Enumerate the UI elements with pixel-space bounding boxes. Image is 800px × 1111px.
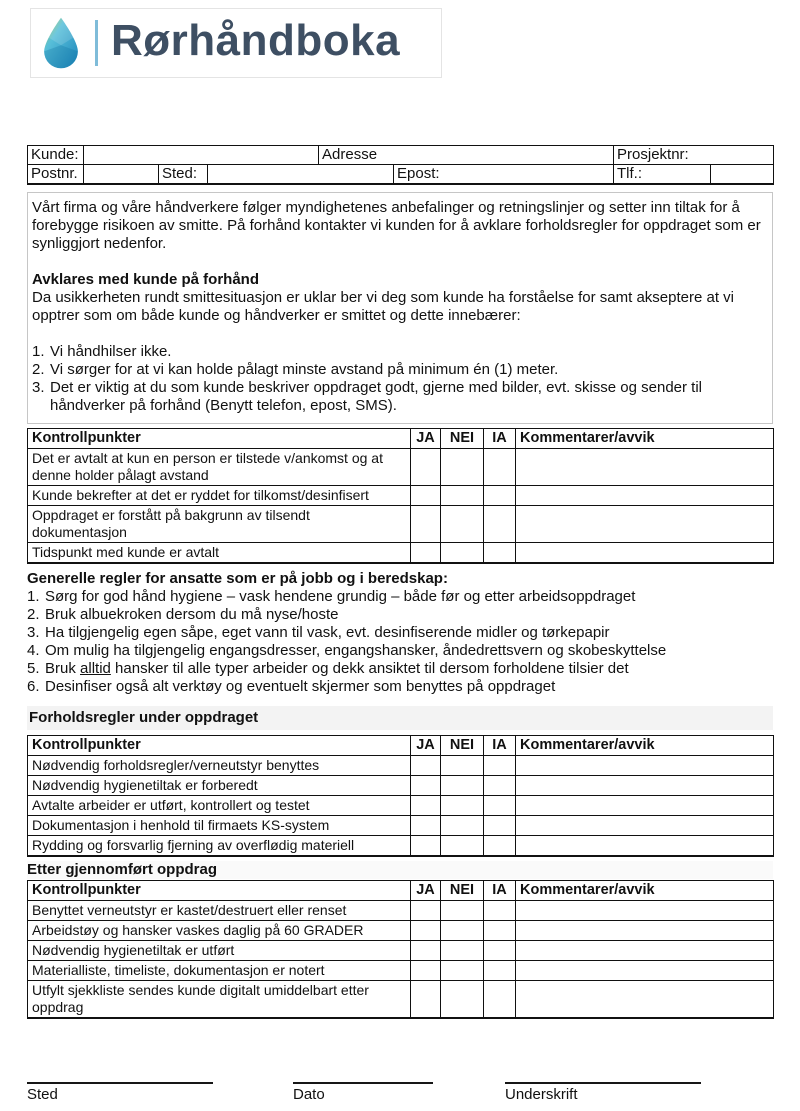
table-row xyxy=(28,816,774,836)
nei-cell[interactable] xyxy=(441,543,484,564)
avklares-item: 1. Vi håndhilser ikke. xyxy=(32,343,172,360)
ia-cell[interactable] xyxy=(484,836,516,857)
intro-paragraph: Vårt firma og våre håndverkere følger myndighetenes anbefalinger og retningslinjer og setter inn tiltak for å forebygge risikoen av smitte. På forhånd kontakter vi kunden for å avklare forholdsregler for oppdraget som er synliggjort nedenfor. xyxy=(32,199,761,252)
ja-cell[interactable] xyxy=(411,796,441,816)
signature-line[interactable] xyxy=(505,1082,701,1084)
nei-header: NEI xyxy=(441,736,484,756)
ia-cell[interactable] xyxy=(484,506,516,543)
table-row xyxy=(28,776,774,796)
sted-label: Sted: xyxy=(159,165,208,185)
generelle-item: 2. Bruk albuekroken dersom du må nyse/hoste xyxy=(27,606,339,623)
ja-cell[interactable] xyxy=(411,981,441,1019)
logo-box xyxy=(30,8,442,78)
dato-signature-label: Dato xyxy=(293,1086,325,1103)
signature-block-underskrift xyxy=(505,1082,701,1104)
kontrollpunkt-label: Benyttet verneutstyr er kastet/destruert eller renset xyxy=(28,901,411,921)
generelle-section xyxy=(27,570,773,696)
customer-info-table xyxy=(27,145,774,185)
kommentar-cell[interactable] xyxy=(516,506,774,543)
kontrollpunkt-label: Materialliste, timeliste, dokumentasjon er notert xyxy=(28,961,411,981)
kontrollpunkt-label: Utfylt sjekkliste sendes kunde digitalt umiddelbart etter oppdrag xyxy=(28,981,411,1019)
table-row xyxy=(28,921,774,941)
kontrollpunkter-header: Kontrollpunkter xyxy=(28,881,411,901)
avklares-item: 3. Det er viktig at du som kunde beskriver oppdraget godt, gjerne med bilder, evt. skisse og sender til håndverker på forhånd (Benytt telefon, epost, SMS). xyxy=(32,379,703,414)
ja-cell[interactable] xyxy=(411,921,441,941)
ia-header: IA xyxy=(484,429,516,449)
avklares-paragraph: Da usikkerheten rundt smittesituasjon er uklar ber vi deg som kunde ha forståelse for samt akseptere at vi opptrer som om både kunde og håndverker er smittet og dette innebærer: xyxy=(32,289,735,324)
nei-header: NEI xyxy=(441,881,484,901)
table-row xyxy=(28,486,774,506)
kommentarer-header: Kommentarer/avvik xyxy=(516,429,774,449)
table-row xyxy=(28,941,774,961)
kontrollpunkt-label: Oppdraget er forstått på bakgrunn av tilsendt dokumentasjon xyxy=(28,506,411,543)
table-row xyxy=(28,796,774,816)
nei-cell[interactable] xyxy=(441,981,484,1019)
ia-header: IA xyxy=(484,736,516,756)
avklares-heading: Avklares med kunde på forhånd xyxy=(32,271,260,288)
kommentarer-header: Kommentarer/avvik xyxy=(516,736,774,756)
adresse-label[interactable]: Adresse xyxy=(319,146,614,165)
logo-title: Rørhåndboka xyxy=(111,16,401,65)
kommentar-cell[interactable] xyxy=(516,449,774,486)
generelle-item: 1. Sørg for god hånd hygiene – vask hendene grundig – både før og etter arbeidsoppdraget xyxy=(27,588,636,605)
kommentar-cell[interactable] xyxy=(516,486,774,506)
table-row xyxy=(28,901,774,921)
kontrollpunkt-label: Dokumentasjon i henhold til firmaets KS-system xyxy=(28,816,411,836)
checklist-table-under xyxy=(27,735,774,857)
ja-header: JA xyxy=(411,736,441,756)
ja-cell[interactable] xyxy=(411,776,441,796)
ia-cell[interactable] xyxy=(484,816,516,836)
checklist-table-etter xyxy=(27,880,774,1019)
ia-cell[interactable] xyxy=(484,921,516,941)
kommentar-cell[interactable] xyxy=(516,543,774,564)
ja-cell[interactable] xyxy=(411,816,441,836)
nei-cell[interactable] xyxy=(441,961,484,981)
table-row xyxy=(28,836,774,857)
kommentar-cell[interactable] xyxy=(516,961,774,981)
table-row xyxy=(28,543,774,564)
kommentar-cell[interactable] xyxy=(516,921,774,941)
kontrollpunkter-header: Kontrollpunkter xyxy=(28,736,411,756)
nei-cell[interactable] xyxy=(441,901,484,921)
intro-box xyxy=(27,192,773,424)
generelle-heading: Generelle regler for ansatte som er på jobb og i beredskap: xyxy=(27,570,448,587)
table-row xyxy=(28,756,774,776)
ja-header: JA xyxy=(411,429,441,449)
nei-cell[interactable] xyxy=(441,816,484,836)
tlf-label: Tlf.: xyxy=(614,165,711,185)
checklist-table-forhand xyxy=(27,428,774,564)
ja-cell[interactable] xyxy=(411,449,441,486)
water-drop-icon xyxy=(38,16,84,70)
table-header-row xyxy=(28,881,774,901)
ia-cell[interactable] xyxy=(484,981,516,1019)
ia-cell[interactable] xyxy=(484,449,516,486)
table-header-row xyxy=(28,736,774,756)
postnr-field[interactable] xyxy=(84,165,159,185)
ia-cell[interactable] xyxy=(484,796,516,816)
kontrollpunkt-label: Kunde bekrefter at det er ryddet for tilkomst/desinfisert xyxy=(28,486,411,506)
ja-cell[interactable] xyxy=(411,961,441,981)
ja-cell[interactable] xyxy=(411,836,441,857)
prosjektnr-label[interactable]: Prosjektnr: xyxy=(614,146,774,165)
postnr-label: Postnr. xyxy=(28,165,84,185)
nei-cell[interactable] xyxy=(441,756,484,776)
nei-cell[interactable] xyxy=(441,506,484,543)
generelle-item: 3. Ha tilgjengelig egen såpe, eget vann til vask, evt. desinfiserende midler og tørkepapir xyxy=(27,624,610,641)
nei-cell[interactable] xyxy=(441,449,484,486)
signature-line[interactable] xyxy=(293,1082,433,1084)
ja-cell[interactable] xyxy=(411,756,441,776)
kommentar-cell[interactable] xyxy=(516,981,774,1019)
signature-block-sted xyxy=(27,1082,213,1104)
nei-cell[interactable] xyxy=(441,486,484,506)
ia-cell[interactable] xyxy=(484,941,516,961)
table-header-row xyxy=(28,429,774,449)
kontrollpunkt-label: Det er avtalt at kun en person er tilstede v/ankomst og at denne holder pålagt avstand xyxy=(28,449,411,486)
generelle-item: 6. Desinfiser også alt verktøy og eventuelt skjermer som benyttes på oppdraget xyxy=(27,678,556,695)
epost-label[interactable]: Epost: xyxy=(394,165,614,185)
nei-cell[interactable] xyxy=(441,941,484,961)
etter-heading: Etter gjennomført oppdrag xyxy=(27,861,773,879)
ja-header: JA xyxy=(411,881,441,901)
kunde-label: Kunde: xyxy=(28,146,84,165)
kunde-field[interactable] xyxy=(84,146,319,165)
ia-cell[interactable] xyxy=(484,901,516,921)
nei-cell[interactable] xyxy=(441,776,484,796)
kommentar-cell[interactable] xyxy=(516,796,774,816)
kommentar-cell[interactable] xyxy=(516,756,774,776)
kontrollpunkt-label: Rydding og forsvarlig fjerning av overflødig materiell xyxy=(28,836,411,857)
ja-cell[interactable] xyxy=(411,901,441,921)
kontrollpunkt-label: Avtalte arbeider er utført, kontrollert og testet xyxy=(28,796,411,816)
generelle-item: 4. Om mulig ha tilgjengelig engangsdresser, engangshansker, åndedrettsvern og skobeskyttelse xyxy=(27,642,667,659)
kommentar-cell[interactable] xyxy=(516,816,774,836)
underlined-word: alltid xyxy=(80,660,111,677)
ia-cell[interactable] xyxy=(484,486,516,506)
ia-header: IA xyxy=(484,881,516,901)
ia-cell[interactable] xyxy=(484,543,516,564)
signature-line[interactable] xyxy=(27,1082,213,1084)
table-row xyxy=(28,981,774,1019)
avklares-item: 2. Vi sørger for at vi kan holde pålagt minste avstand på minimum én (1) meter. xyxy=(32,361,559,378)
ja-cell[interactable] xyxy=(411,543,441,564)
kommentar-cell[interactable] xyxy=(516,836,774,857)
ia-cell[interactable] xyxy=(484,756,516,776)
logo-separator xyxy=(95,20,98,66)
kommentar-cell[interactable] xyxy=(516,776,774,796)
kommentar-cell[interactable] xyxy=(516,901,774,921)
ia-cell[interactable] xyxy=(484,961,516,981)
kommentar-cell[interactable] xyxy=(516,941,774,961)
ja-cell[interactable] xyxy=(411,486,441,506)
tlf-field[interactable] xyxy=(711,165,774,185)
kontrollpunkt-label: Nødvendig forholdsregler/verneutstyr benyttes xyxy=(28,756,411,776)
kontrollpunkt-label: Nødvendig hygienetiltak er utført xyxy=(28,941,411,961)
ia-cell[interactable] xyxy=(484,776,516,796)
nei-header: NEI xyxy=(441,429,484,449)
ja-cell[interactable] xyxy=(411,506,441,543)
signature-block-dato xyxy=(293,1082,433,1104)
kontrollpunkt-label: Arbeidstøy og hansker vaskes daglig på 60 GRADER xyxy=(28,921,411,941)
sted-signature-label: Sted xyxy=(27,1086,58,1103)
generelle-item: 5. Bruk alltid hansker til alle typer arbeider og dekk ansiktet til dersom forholdene tilsier det xyxy=(27,660,629,677)
nei-cell[interactable] xyxy=(441,921,484,941)
kommentarer-header: Kommentarer/avvik xyxy=(516,881,774,901)
ja-cell[interactable] xyxy=(411,941,441,961)
table-row xyxy=(28,961,774,981)
table-row xyxy=(28,449,774,486)
nei-cell[interactable] xyxy=(441,796,484,816)
sted-field[interactable] xyxy=(208,165,394,185)
forholdsregler-heading: Forholdsregler under oppdraget xyxy=(27,706,773,730)
table-row xyxy=(28,506,774,543)
underskrift-signature-label: Underskrift xyxy=(505,1086,578,1103)
kontrollpunkt-label: Nødvendig hygienetiltak er forberedt xyxy=(28,776,411,796)
kontrollpunkt-label: Tidspunkt med kunde er avtalt xyxy=(28,543,411,564)
nei-cell[interactable] xyxy=(441,836,484,857)
kontrollpunkter-header: Kontrollpunkter xyxy=(28,429,411,449)
